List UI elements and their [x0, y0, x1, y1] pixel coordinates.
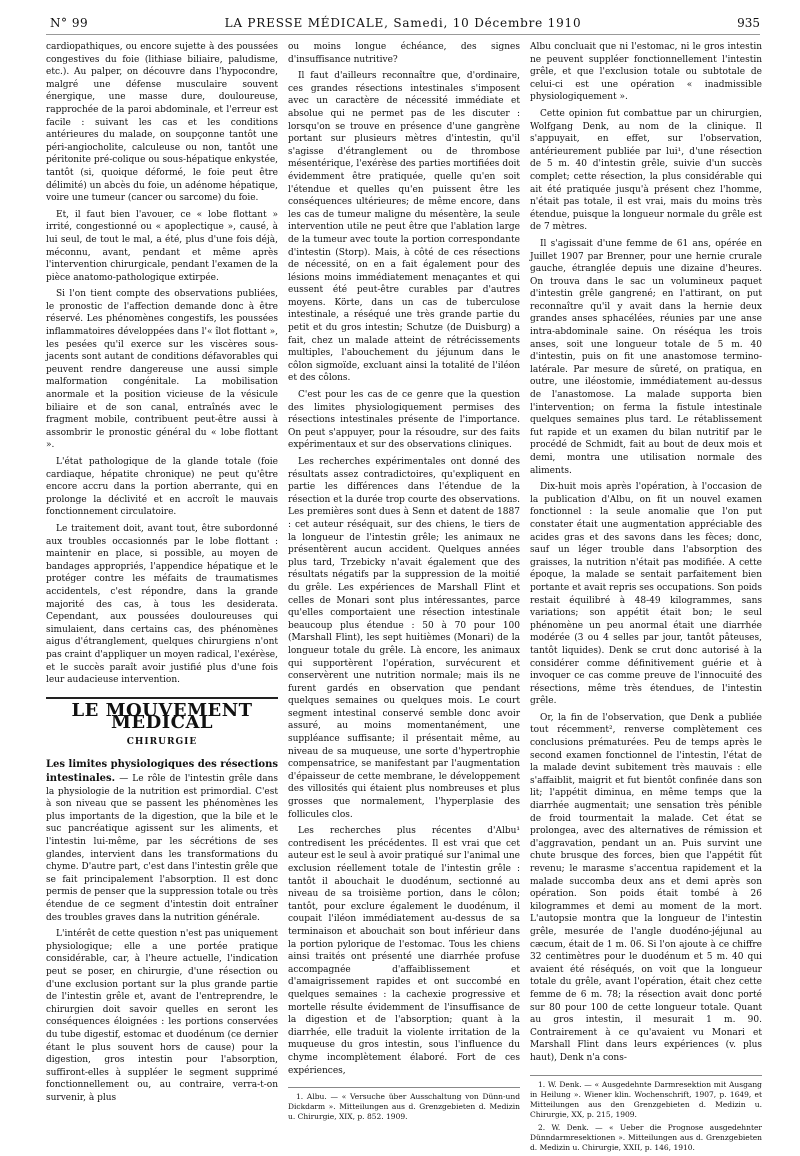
paragraph: Le traitement doit, avant tout, être subordonné aux troubles occasionnés par le lobe flottant : maintenir en place, si possible, au moyen de bandages appropriés, l'appendice hépatique et le protéger contre les méfaits de traumatismes accidentels, c'est répondre, dans la grande majorité des cas, à tous les desiderata. Cependant, aux poussées douloureuses qui simulaient, dans certains cas, des phénomènes aigus d'étranglement, quelques chirurgiens n'ont pas craint d'appliquer un moyen radical, l'exérèse, et le succès paraît avoir justifié plus d'une fois leur audacieuse intervention. [46, 523, 278, 686]
column-2 [288, 41, 520, 1156]
paragraph: Il faut d'ailleurs reconnaître que, d'ordinaire, ces grandes résections intestinales s'imposent avec un caractère de nécessité immédiate et absolue qui ne permet pas de les discuter : lorsqu'on se trouve en présence d'une gangrène portant sur plusieurs mètres d'intestin, qu'il s'agisse d'étranglement ou de thrombose mésentérique, l'exérèse des parties mortifiées doit évidemment être pratiquée, quelle qu'en soit l'étendue et quelles qu'en puissent être les conséquences ultérieures; de même encore, dans les cas de tumeur maligne du mésentère, la seule intervention utile ne peut être que l'ablation large de la tumeur avec toute la portion correspondante d'intestin (Storp). Mais, à côté de ces résections de nécessité, on en a fait également pour des lésions moins immédiatement menaçantes et qui eussent été peut-être curables par d'autres moyens. Körte, dans un cas de tuberculose intestinale, a réséqué une très grande partie du petit et du gros intestin; Schutze (de Duisburg) a fait, chez un malade atteint de rétrécissements multiples, l'abouchement du jéjunum dans le côlon sigmoïde, excluant ainsi la totalité de l'iléon et des côlons. [288, 71, 520, 384]
paragraph: Les recherches plus récentes d'Albu¹ contredisent les précédentes. Il est vrai que cet auteur est le seul à avoir pratiqué sur l'animal une exclusion réellement totale de l'intestin grêle : tantôt il abouchait le duodénum, sectionné au niveau de sa troisième portion, dans le côlon; tantôt, pour exclure également le duodénum, il coupait l'iléon immédiatement au-dessus de sa terminaison et abouchait son bout inférieur dans la portion pylorique de l'estomac. Tous les chiens ainsi traités ont présenté une diarrhée profuse accompagnée d'affaiblissement et d'amaigrissement rapides et ont succombé en quelques semaines : la cachexie progressive et mortelle résulte évidemment de l'insuffisance de la digestion et de l'absorption; quant à la diarrhée, elle traduit la violente irritation de la muqueuse du gros intestin, sous l'influence du chyme incomplètement élaboré. Fort de ces expériences, [288, 826, 520, 1076]
paragraph: cardiopathiques, ou encore sujette à des poussées congestives du foie (lithiase biliaire, paludisme, etc.). Au palper, on découvre dans l'hypocondre, malgré une défense musculaire souvent énergique, une masse dure, douloureuse, rapprochée de la paroi abdominale, et l'erreur est facile : suivant les cas et les conditions antérieures du malade, on soupçonne tantôt une péri-angiocholite, calculeuse ou non, tantôt une péritonite pré-colique ou sous-hépatique enkystée, tantôt (si, quoique déformé, le foie peut être délimité) un abcès du foie, un adénome hépatique, voire une tumeur (cancer ou sarcome) du foie. [46, 42, 278, 204]
paragraph: Cette opinion fut combattue par un chirurgien, Wolfgang Denk, au nom de la clinique. Il s'appuyait, en effet, sur l'observation, antérieurement publiée par lui¹, d'une résection de 5 m. 40 d'intestin grêle, suivie d'un succès complet; cette résection, la plus considérable qui ait été pratiquée jusqu'à présent chez l'homme, n'était pas totale, il est vrai, mais du moins très étendue, puisque la longueur normale du grêle est de 7 mètres. [530, 108, 762, 233]
page-number: 935 [737, 16, 760, 30]
section-divider [46, 697, 278, 699]
paragraph: Les recherches expérimentales ont donné des résultats assez contradictoires, qu'expliquent en partie les différences dans l'étendue de la résection et la durée trop courte des observations. Les premières sont dues à Senn et datent de 1887 : cet auteur réséquait, sur des chiens, le tiers de la longueur de l'intestin grêle; les animaux ne présentèrent aucun accident. Quelques années plus tard, Trzebicky n'avait également que des résultats négatifs par la suppression de la moitié du grêle. Les expériences de Marshall Flint et celles de Monari sont plus intéressantes, parce qu'elles comportaient une résection intestinale beaucoup plus étendue : 50 à 70 pour 100 (Marshall Flint), les sept huitièmes (Monari) de la longueur totale du grêle. Là encore, les animaux qui supportèrent l'opération, survécurent et conservèrent une nutrition normale; mais ils ne furent gardés en observation que pendant quelques semaines ou quelques mois. Le court segment intestinal conservé semble donc avoir assuré, au moins momentanément, une suppléance suffisante; il présentait même, au niveau de sa muqueuse, une sorte d'hypertrophie compensatrice, se manifestant par l'augmentation d'épaisseur de cette membrane, le développement des villosités qui étaient plus nombreuses et plus grosses que normalement, l'hyperplasie des follicules clos. [288, 457, 520, 820]
issue-number: N° 99 [50, 16, 89, 30]
paragraph: L'intérêt de cette question n'est pas uniquement physiologique; elle a une portée pratique considérable, car, à l'heure actuelle, l'indication peut se poser, en chirurgie, d'une résection ou d'une exclusion portant sur la plus grande partie de l'intestin grêle et, avant de l'entreprendre, le chirurgien doit savoir quelles en seront les conséquences éloignées : les portions conservées du tube digestif, estomac et duodénum (ce dernier étant le plus souvent hors de cause) pour la digestion, gros intestin pour l'absorption, suffiront-elles à suppléer le segment supprimé fonctionnellement ou, au contraire, verra-t-on survenir, à plus [46, 929, 278, 1103]
paragraph: Dix-huit mois après l'opération, à l'occasion de la publication d'Albu, on fit un nouvel examen fonctionnel : la seule anomalie que l'on put constater était une augmentation appréciable des acides gras et des savons dans les fèces; donc, sauf un léger trouble dans l'absorption des graisses, la nutrition n'était pas modifiée. A cette époque, la malade se sentait parfaitement bien portante et avait repris ses occupations. Son poids restait équilibré à 48-49 kilogrammes, sans variations; son appétit était bon; le seul phénomène un peu anormal était une diarrhée modérée (3 ou 4 selles par jour, tantôt pâteuses, tantôt liquides). Denk se crut donc autorisé à la considérer comme définitivement guérie et à invoquer ce cas comme preuve de l'innocuité des résections, même très étendues, de l'intestin grêle. [530, 482, 762, 707]
section-subtitle: CHIRURGIE [126, 736, 198, 747]
footnote: 1. W. Denk. — « Ausgedehnte Darmresektion mit Ausgang in Heilung ». Wiener klin. Wochenschrift, 1907, p. 1649, et Mitteilungen aus den Grenzgebieten d. Medizin u. Chirurgie, XX, p. 215, 1909. [530, 1079, 762, 1119]
page-header [46, 14, 760, 35]
paragraph: ou moins longue échéance, des signes d'insuffisance nutritive? [288, 42, 520, 65]
paragraph: C'est pour les cas de ce genre que la question des limites physiologiquement permises des résections intestinales présente de l'importance. On peut s'appuyer, pour la résoudre, sur des faits expérimentaux et sur des observations cliniques. [288, 390, 520, 451]
footnote: 1. Albu. — « Versuche über Ausschaltung von Dünn-und Dickdarm ». Mitteilungen aus d. Grenzgebieten d. Medizin u. Chirurgie, XIX, p. 852. 1909. [288, 1092, 520, 1122]
paragraph: Il s'agissait d'une femme de 61 ans, opérée en Juillet 1907 par Brenner, pour une hernie crurale gauche, étranglée depuis une dizaine d'heures. On trouva dans le sac un volumineux paquet d'intestin grêle gangrené; en l'attirant, on put reconnaître qu'il y avait dans la hernie deux grandes anses sphacélées, réunies par une anse intra-abdominale saine. On réséqua les trois anses, soit une longueur totale de 5 m. 40 d'intestin, puis on fit une anastomose termino-latérale. Par mesure de sûreté, on pratiqua, en outre, une iléostomie, immédiatement au-dessus de l'anastomose. La malade supporta bien l'intervention; on ferma la fistule intestinale quelques semaines plus tard. Le rétablissement fut rapide et un examen du bilan nutritif par le procédé de Schmidt, fait au bout de deux mois et demi, montra une utilisation normale des aliments. [530, 238, 762, 476]
paragraph: L'état pathologique de la glande totale (foie cardiaque, hépatite chronique) ne peut qu'être encore accru dans la portion aberrante, qui en prolonge la déclivité et en accroît le mauvais fonctionnement circulatoire. [46, 457, 278, 518]
column-1 [46, 41, 278, 1156]
footnotes [530, 1075, 762, 1153]
paragraph: — Le rôle de l'intestin grêle dans la physiologie de la nutrition est primordial. C'est à son niveau que se passent les phénomènes les plus importants de la digestion, que la bile et le suc pancréatique agissent sur les aliments, et l'intestin lui-même, par les sécrétions de ses glandes, intervient dans les transformations du chyme. D'autre part, c'est dans l'intestin grêle que se fait principalement l'absorption. Il est donc permis de penser que la suppression totale ou très étendue de ce segment d'intestin doit entraîner des troubles graves dans la nutrition générale. [46, 774, 278, 923]
paragraph: Or, la fin de l'observation, que Denk a publiée tout récemment², renverse complètement ces conclusions prématurées. Peu de temps après le second examen fonctionnel de l'intestin, l'état de la malade devint subitement très mauvais : elle s'affaiblit, maigrit et fut bientôt confinée dans son lit; l'appétit diminua, en même temps que la diarrhée augmentait; une sensation très pénible de froid tourmentait la malade. Cet état se prolongea, avec des alternatives de rémission et d'aggravation, pendant un an. Puis survint une chute brusque des forces, bien que l'appétit fût revenu; le marasme s'accentua rapidement et la malade succomba deux ans et demi après son opération. Son poids était tombé à 26 kilogrammes et demi au moment de la mort. L'autopsie montra que la longueur de l'intestin grêle, mesurée de l'angle duodéno-jéjunal au cæcum, était de 1 m. 06. Si l'on ajoute à ce chiffre 32 centimètres pour le duodénum et 5 m. 40 qui avaient été réséqués, on voit que la longueur totale du grêle, avant l'opération, était chez cette femme de 6 m. 78; la résection avait donc porté sur 80 pour 100 de cette longueur totale. Quant au gros intestin, il mesurait 1 m. 90. Contrairement à ce qu'avaient vu Monari et Marshall Flint dans leurs expériences (v. plus haut), Denk n'a cons- [530, 712, 762, 1063]
column-3 [530, 41, 762, 1156]
paragraph: Et, il faut bien l'avouer, ce « lobe flottant » irrité, congestionné ou « apoplectique », causé, à lui seul, de tout le mal, a été, plus d'une fois déjà, méconnu, avant, pendant et même après l'intervention chirurgicale, pendant l'examen de la pièce anatomo-pathologique extirpée. [46, 209, 278, 283]
paragraph: Si l'on tient compte des observations publiées, le pronostic de l'affection demande donc à être réservé. Les phénomènes congestifs, les poussées inflammatoires développées dans l'« îlot flottant », les pesées qu'il exerce sur les viscères sous-jacents sont autant de conditions défavorables qui peuvent rendre dangereuse une aussi simple malformation congénitale. La mobilisation anormale et la position vicieuse de la vésicule biliaire et de son canal, entraînés avec le fragment mobile, contribuent peut-être aussi à assombrir le pronostic général du « lobe flottant ». [46, 289, 278, 451]
footnote: 2. W. Denk. — « Ueber die Prognose ausgedehnter Dünndarmresektionen ». Mitteilungen aus d. Grenzgebieten d. Medizin u. Chirurgie, XXII, p. 146, 1910. [530, 1122, 762, 1152]
footnotes [288, 1087, 520, 1122]
section-title: LE MOUVEMENT MÉDICAL [71, 699, 253, 734]
paragraph: Albu concluait que ni l'estomac, ni le gros intestin ne peuvent suppléer fonctionnellement l'intestin grêle, et que l'exclusion totale ou subtotale de celui-ci est une opération « inadmissible physiologiquement ». [530, 42, 762, 103]
text-columns [46, 41, 760, 1156]
journal-title: LA PRESSE MÉDICALE, Samedi, 10 Décembre 1910 [224, 16, 582, 30]
article-title: Les limites physiologiques des résections intestinales. [46, 759, 278, 785]
